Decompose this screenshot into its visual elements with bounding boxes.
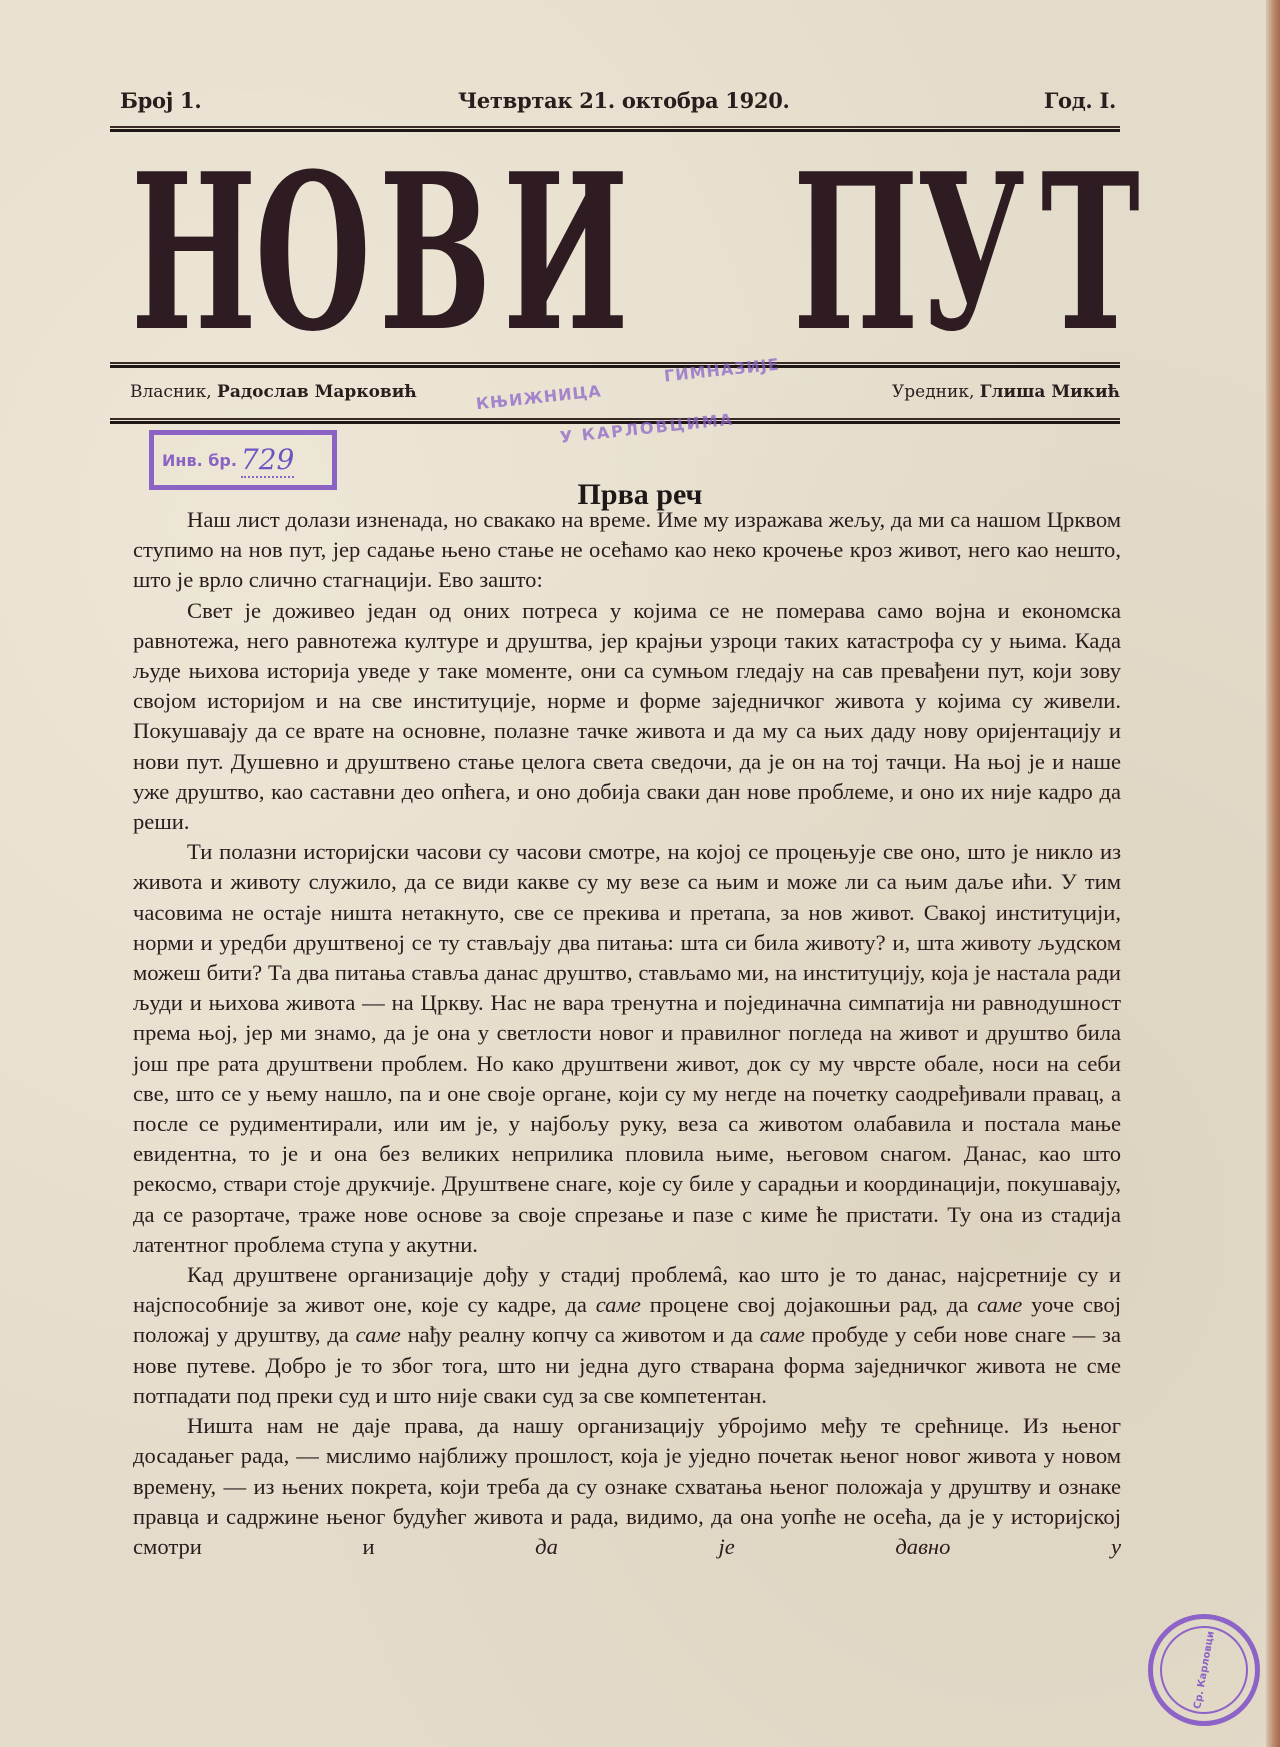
title-letter: У bbox=[916, 126, 1025, 379]
article-body bbox=[133, 505, 1121, 1562]
article-paragraph bbox=[133, 1260, 1121, 1411]
library-seal-stamp bbox=[1148, 1614, 1260, 1726]
text-run: процене свој дојакошњи рад, да bbox=[640, 1292, 978, 1318]
library-stamp-line2: У КАРЛОВЦИМА bbox=[559, 409, 735, 447]
owner-name: Радослав Марковић bbox=[217, 382, 417, 402]
emphasis-text: саме bbox=[595, 1292, 641, 1318]
title-letter: В bbox=[378, 126, 492, 379]
masthead-rule-middle bbox=[110, 362, 1120, 368]
editor-label: Уредник, bbox=[891, 382, 975, 402]
text-run: пробуде у себи нове снаге — за нове путеве. Добро је то због тога, што ни једна дуго стварана форма заједничког живота не сме потпадати под преки суд и што није сваки суд за све компетентан. bbox=[133, 1322, 1121, 1408]
title-letter: О bbox=[254, 126, 371, 379]
inventory-number: 729 bbox=[240, 442, 295, 476]
title-letter: П bbox=[792, 126, 919, 379]
emphasis-text: саме bbox=[977, 1292, 1023, 1318]
page-edge bbox=[1266, 0, 1280, 1747]
issue-year: Год. I. bbox=[1043, 88, 1116, 113]
library-stamp-line1b: ГИМНАЗИЈЕ bbox=[663, 354, 781, 386]
title-word-put bbox=[770, 126, 1140, 379]
title-letter: Т bbox=[1040, 126, 1140, 379]
text-run: нађу реалну копчу са животом и да bbox=[400, 1322, 760, 1348]
seal-center: Ср. Карловци bbox=[1153, 1619, 1255, 1721]
emphasis-text: да је давно у bbox=[535, 1533, 1121, 1559]
masthead-info-line bbox=[120, 80, 1120, 120]
article-paragraph: Наш лист долази изненада, но свакако на време. Име му изражава жељу, да ми са нашом Црквом ступимо на нов пут, јер садање њено стање не осећамо као неко крочење кроз живот, него као нешто, што је врло слично стагнацији. Ево зашто: bbox=[133, 507, 1121, 593]
emphasis-text: саме bbox=[759, 1322, 805, 1348]
owner-label: Власник, bbox=[130, 382, 212, 402]
text-run: Ништа нам не даје права, да нашу организацију убројимо међу те срећнице. Из њеног досадањег рада, — мислимо најближу прошлост, која је уједно почетак њеног новог живота у новом времену, — из њених покрета, који треба да су ознаке схватања њеног положаја у друштву и ознаке правца и садржине њеног будућег живота и рада, видимо, да она уопће не осећа, да је у историјској смотри и bbox=[133, 1413, 1121, 1559]
title-letter: И bbox=[502, 126, 629, 379]
title-word-novi bbox=[108, 126, 629, 379]
library-stamp-line1a: КЊИЖНИЦА bbox=[475, 381, 603, 414]
emphasis-text: саме bbox=[355, 1322, 401, 1348]
article-title: Прва реч bbox=[577, 478, 703, 512]
owner-credit bbox=[130, 382, 417, 402]
article-paragraph bbox=[133, 1411, 1121, 1562]
article-paragraph: Ти полазни историјски часови су часови смотре, на којој се процењује све оно, што је никло из живота и животу служило, да се види какве су му везе са њим и може ли са њим даље ићи. У тим часовима не остаје ништа нетакнуто, све се прекива и претапа, за нов живот. Свакој институцији, норми и уредби друштвеној се ту стављају два питања: шта си била животу? и, шта животу људском можеш бити? Та два питања ставља данас друштво, стављамо ми, на институцију, која је настала ради људи и њихова живота — на Цркву. Нас не вара тренутна и појединачна симпатија ни равнодушност према њој, јер ми знамо, да је она у светлости новог и правилног погледа на живот и друштво била још пре рата друштвени проблем. Но како друштвени живот, док су му чврсте обале, носи на себи све, што се у њему нашло, па и оне своје органе, који су му негде на почетку саодређивали правац, а после се рудиментирали, или им је, у најбољу руку, веза са животом олабавила и постала мање евидентна, то је и она без великих неприлика пловила њиме, његовом снагом. Данас, као што рекосмо, ствари стоје друкчије. Друштвене снаге, које су биле у сарадњи и координацији, покушавају, да се разортаче, траже нове основе за своје спрезање и пазе с киме ће пристати. Ту она из стадија латентног проблема ступа у акутни. bbox=[133, 839, 1121, 1257]
editor-name: Глиша Микић bbox=[979, 382, 1120, 402]
issue-date: Четвртак 21. октобра 1920. bbox=[458, 88, 790, 113]
text-run: Кад друштвене организације дођу у стадиј проблемâ, као што је то данас, најсретније су и најспособније за живот оне, које су кадре, да bbox=[133, 1262, 1121, 1318]
article-paragraph: Свет је доживео један од оних потреса у којима се не померава само војна и економска равнотежа, него равнотежа културе и друштва, јер крајњи узроци таких катастрофа су у њима. Када људе њихова историја уведе у таке моменте, они са сумњом гледају на сав превађени пут, који зову својом историјом и на све институције, норме и форме заједничког живота у којима су живели. Покушавају да се врате на основне, полазне тачке живота и да му са њих даду нову оријентацију и нови пут. Душевно и друштвено стање целога света сведочи, да је он на тој тачци. На њој је и наше уже друштво, као саставни део опћега, и оно добија сваки дан нове проблеме, и оно их није кадро да реши. bbox=[133, 597, 1121, 835]
text-run: уоче свој положај у друштву, да bbox=[133, 1292, 1121, 1348]
title-letter: Н bbox=[130, 126, 257, 379]
editor-credit bbox=[892, 382, 1120, 402]
issue-number: Број 1. bbox=[120, 88, 202, 113]
inventory-label: Инв. бр. bbox=[162, 450, 237, 470]
